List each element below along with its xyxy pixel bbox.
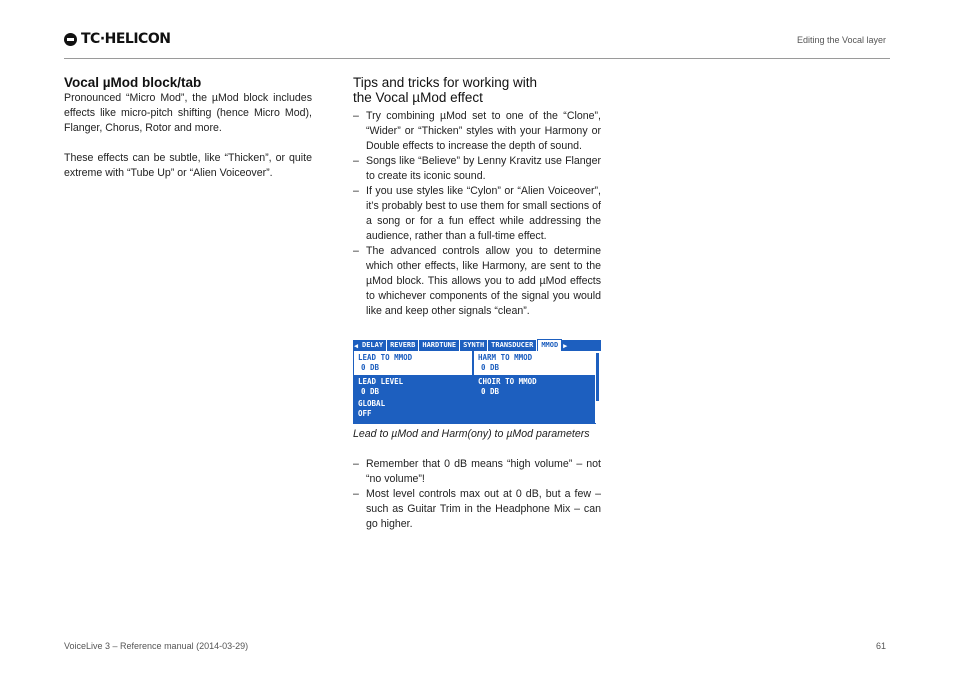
param-value: 0 DB xyxy=(481,387,500,396)
lcd-tab-bar xyxy=(353,340,601,351)
param-choir-to-umod[interactable] xyxy=(474,375,596,397)
section-title: Editing the Vocal layer xyxy=(796,35,886,45)
tips-list-2 xyxy=(353,457,601,532)
lcd-parameter-grid xyxy=(353,351,596,424)
tc-helicon-logo xyxy=(64,31,170,47)
umod-intro-paragraph: Pronounced “Micro Mod”, the µMod block includes effects like micro-pitch shifting (hence Micro Mod), Flanger, Chorus, Rotor and more. xyxy=(64,92,312,134)
right-column xyxy=(353,75,601,532)
scroll-left-arrow-icon: ◀ xyxy=(353,341,359,350)
tip-item: – Most level controls max out at 0 dB, but a few – such as Guitar Trim in the Headphone Mix – can go higher. xyxy=(353,487,601,532)
umod-block-heading: Vocal µMod block/tab xyxy=(64,75,202,90)
page-number: 61 xyxy=(875,641,886,651)
tab-reverb[interactable]: REVERB xyxy=(387,340,419,351)
footer-manual-title: VoiceLive 3 – Reference manual (2014-03-29) xyxy=(64,641,249,651)
tips-heading: Tips and tricks for working with the Vocal µMod effect xyxy=(353,75,538,105)
param-value: 0 DB xyxy=(361,387,380,396)
param-name: CHOIR TO ΜMOD xyxy=(478,377,537,386)
figure-caption: Lead to µMod and Harm(ony) to µMod parameters xyxy=(353,428,590,440)
param-global[interactable] xyxy=(354,397,596,423)
param-harm-to-umod[interactable] xyxy=(474,351,592,373)
tip-item: – Try combining µMod set to one of the “Clone”, “Wider” or “Thicken” styles with your Harmony or Double effects to increase the depth of sound. xyxy=(353,109,601,154)
param-lead-to-umod[interactable] xyxy=(354,351,472,373)
param-value: OFF xyxy=(358,409,372,418)
param-name: LEAD LEVEL xyxy=(358,377,404,386)
param-value: 0 DB xyxy=(481,363,500,372)
tip-item: – Remember that 0 dB means “high volume” – not “no volume”! xyxy=(353,457,601,487)
param-lead-level[interactable] xyxy=(354,375,474,397)
tc-helicon-logo-icon xyxy=(64,33,77,46)
tip-item: – If you use styles like “Cylon” or “Alien Voiceover”, it’s probably best to use them for small sections of a song or for a fun effect while addressing the audience, rather than a full-time effect. xyxy=(353,184,601,244)
tab-synth[interactable]: SYNTH xyxy=(460,340,488,351)
umod-effects-paragraph: These effects can be subtle, like “Thicken”, or quite extreme with “Tube Up” or “Alien Voiceover”. xyxy=(64,152,312,179)
param-name: LEAD TO ΜMOD xyxy=(358,353,413,362)
tab-delay[interactable]: DELAY xyxy=(359,340,387,351)
tips-list xyxy=(353,109,601,319)
lcd-scrollbar-thumb xyxy=(596,353,599,401)
tab-hardtune[interactable]: HARDTUNE xyxy=(419,340,460,351)
tip-item: – Songs like “Believe” by Lenny Kravitz use Flanger to create its iconic sound. xyxy=(353,154,601,184)
scroll-right-arrow-icon: ▶ xyxy=(563,341,568,350)
tab-umod[interactable]: ΜMOD xyxy=(537,339,562,352)
brand-name: TC·HELICON xyxy=(81,31,171,47)
tab-transducer[interactable]: TRANSDUCER xyxy=(488,340,537,351)
left-column xyxy=(64,75,312,181)
lcd-screen xyxy=(353,340,601,423)
header-divider xyxy=(64,58,890,59)
param-name: GLOBAL xyxy=(358,399,386,408)
param-name: HARM TO ΜMOD xyxy=(478,353,533,362)
tip-item: – The advanced controls allow you to determine which other effects, like Harmony, are sent to the µMod block. This allows you to add µMod effects to whichever components of the signal you would like and keep other signals “clean”. xyxy=(353,244,601,319)
param-value: 0 DB xyxy=(361,363,380,372)
